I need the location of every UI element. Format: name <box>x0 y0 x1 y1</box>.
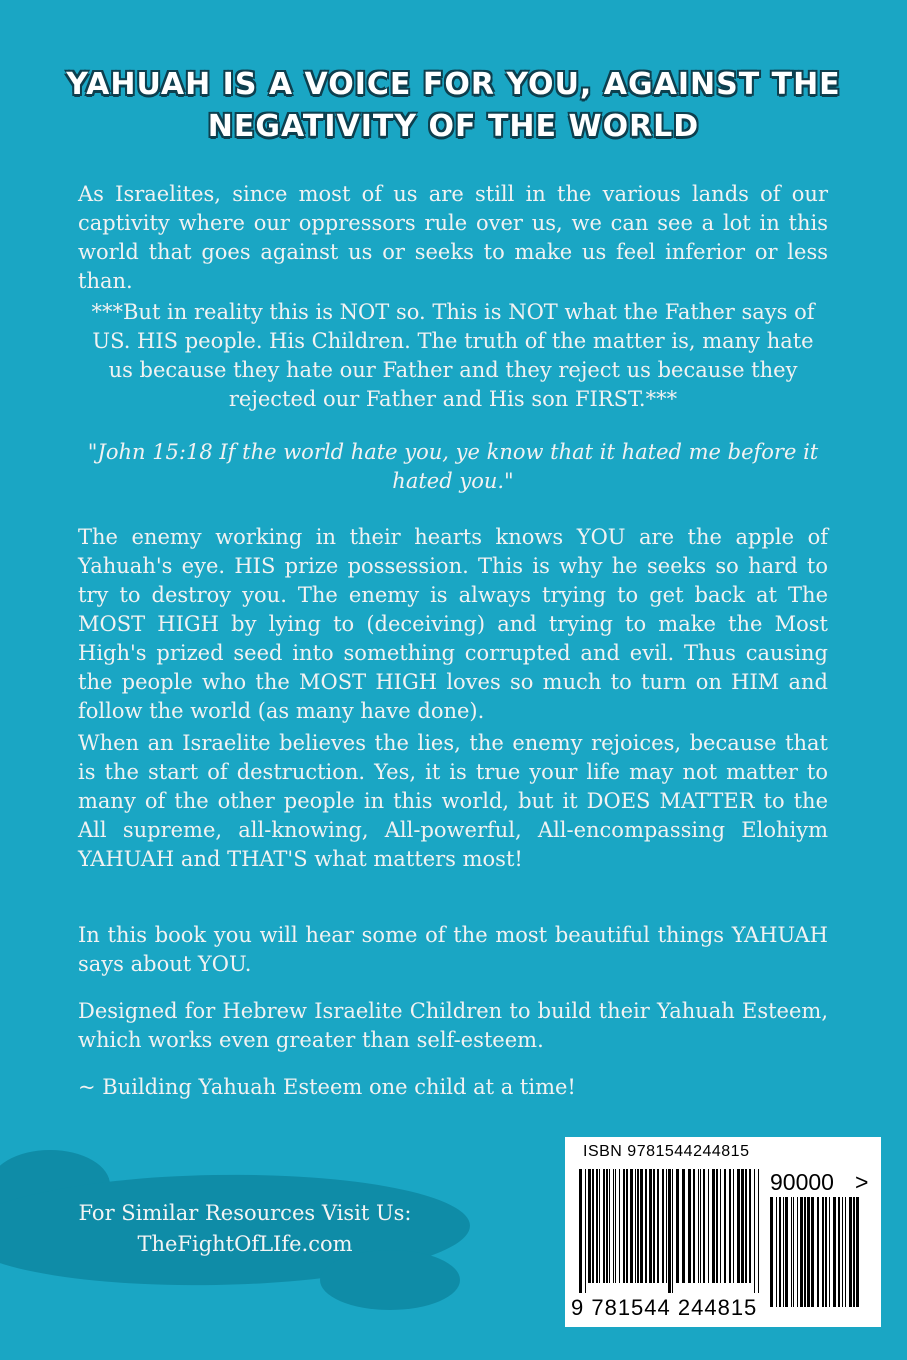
resources-label: For Similar Resources Visit Us: <box>78 1201 412 1225</box>
tagline: ~ Building Yahuah Esteem one child at a time! <box>78 1075 576 1099</box>
scripture-quote: "John 15:18 If the world hate you, ye know that it hated me before it hated you." <box>87 440 819 493</box>
barcode-main-bars <box>579 1169 761 1293</box>
website-link[interactable]: TheFightOfLIfe.com <box>137 1232 353 1256</box>
paragraph-enemy: The enemy working in their hearts knows YOU are the apple of Yahuah's eye. HIS prize possession. This is why he seeks so hard to try to destroy you. The enemy is always trying to get back at The MOST HIGH by lying to (deceiving) and trying to make the Most High's prized seed into something corrupted and evil. Thus causing the people who the MOST HIGH loves so much to turn on HIM and follow the world (as many have done). <box>78 525 828 723</box>
barcode-addon-bars <box>770 1197 862 1317</box>
price-code: 90000 <box>770 1169 834 1195</box>
resources-block <box>40 1198 450 1260</box>
isbn-barcode-box <box>565 1137 881 1327</box>
paragraph-book: In this book you will hear some of the most beautiful things YAHUAH says about YOU. <box>78 923 828 976</box>
paragraph-intro: As Israelites, since most of us are still in the various lands of our captivity where our oppressors rule over us, we can see a lot in this world that goes against us or seeks to make us feel inferior or less than. <box>78 182 828 293</box>
isbn-digits: 9 781544 244815 <box>571 1295 758 1320</box>
paragraph-israelite: When an Israelite believes the lies, the enemy rejoices, because that is the start of destruction. Yes, it is true your life may not matter to many of the other people in this world, but it DOES MATTER to the All supreme, all-knowing, All-powerful, All-encompassing Elohiym YAHUAH and THAT'S what matters most! <box>78 731 828 871</box>
cover-title: YAHUAH IS A VOICE FOR YOU, AGAINST THE NEGATIVITY OF THE WORLD <box>66 67 841 144</box>
paragraph-truth: ***But in reality this is NOT so. This is NOT what the Father says of US. HIS people. His Children. The truth of the matter is, many hate us because they hate our Father and they reject us because they rejected our Father and His son FIRST.*** <box>91 300 815 411</box>
paragraph-designed: Designed for Hebrew Israelite Children to build their Yahuah Esteem, which works even greater than self-esteem. <box>78 999 828 1052</box>
isbn-label: ISBN 9781544244815 <box>583 1143 750 1160</box>
price-arrow: > <box>855 1169 869 1195</box>
